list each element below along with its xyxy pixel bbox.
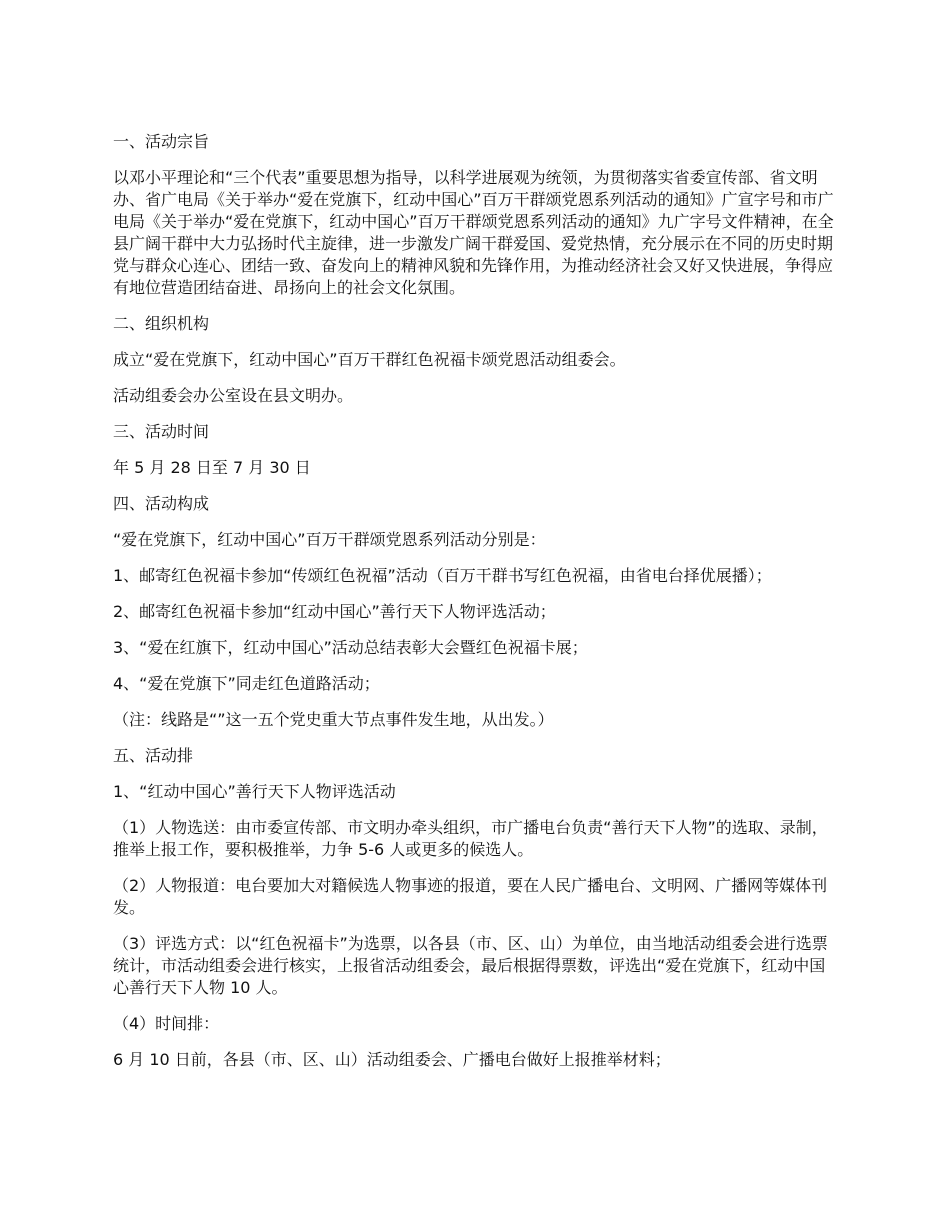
section-heading-organization: 二、组织机构 (113, 314, 210, 333)
paragraph-dates: 年 5 月 28 日至 7 月 30 日 (113, 458, 311, 477)
paragraph-office: 活动组委会办公室设在县文明办。 (113, 386, 354, 405)
section-heading-composition: 四、活动构成 (113, 494, 210, 513)
section-heading-time: 三、活动时间 (113, 422, 210, 441)
section-heading-purpose: 一、活动宗旨 (113, 132, 210, 151)
paragraph-reporting: （2）人物报道：电台要加大对籍候选人物事迹的报道，要在人民广播电台、文明网、广播网等媒体刊发。 (113, 876, 828, 917)
paragraph-route-note: （注：线路是“”这一五个党史重大节点事件发生地，从出发。） (113, 710, 554, 729)
subheading-person-selection: 1、“红动中国心”善行天下人物评选活动 (113, 782, 396, 801)
document-body (113, 131, 840, 1085)
paragraph-schedule-item: 6 月 10 日前，各县（市、区、山）活动组委会、广播电台做好上报推举材料； (113, 1050, 671, 1069)
list-item-activity-2: 2、邮寄红色祝福卡参加“红动中国心”善行天下人物评选活动； (113, 602, 556, 621)
paragraph-voting-method: （3）评选方式：以“红色祝福卡”为选票，以各县（市、区、山）为单位，由当地活动组委会进行选票统计，市活动组委会进行核实，上报省活动组委会，最后根据得票数，评选出“爱在党旗下，红动中国心善行天下人物 10 人。 (113, 934, 828, 997)
paragraph-schedule-heading: （4）时间排： (113, 1014, 220, 1033)
paragraph-purpose-text: 以邓小平理论和“三个代表”重要思想为指导，以科学进展观为统领，为贯彻落实省委宣传部、省文明办、省广电局《关于举办“爱在党旗下，红动中国心”百万干群颂党恩系列活动的通知》广宣字号和市广电局《关于举办“爱在党旗下，红动中国心”百万干群颂党恩系列活动的通知》九广字号文件精神，在全县广阔干群中大力弘扬时代主旋律，进一步激发广阔干群爱国、爱党热情，充分展示在不同的历史时期党与群众心连心、团结一致、奋发向上的精神风貌和先锋作用，为推动经济社会又好又快进展，争得应有地位营造团结奋进、昂扬向上的社会文化氛围。 (113, 168, 834, 297)
paragraph-committee: 成立“爱在党旗下，红动中国心”百万干群红色祝福卡颂党恩活动组委会。 (113, 350, 626, 369)
paragraph-nomination: （1）人物选送：由市委宣传部、市文明办牵头组织，市广播电台负责“善行天下人物”的选取、录制，推举上报工作，要积极推举，力争 5-6 人或更多的候选人。 (113, 818, 828, 859)
list-item-activity-4: 4、“爱在党旗下”同走红色道路活动； (113, 674, 380, 693)
list-item-activity-1: 1、邮寄红色祝福卡参加“传颂红色祝福”活动（百万干群书写红色祝福，由省电台择优展播）； (113, 566, 772, 585)
paragraph-series-intro: “爱在党旗下，红动中国心”百万干群颂党恩系列活动分别是： (113, 530, 546, 549)
section-heading-arrangement: 五、活动排 (113, 746, 194, 765)
list-item-activity-3: 3、“爱在红旗下，红动中国心”活动总结表彰大会暨红色祝福卡展； (113, 638, 588, 657)
